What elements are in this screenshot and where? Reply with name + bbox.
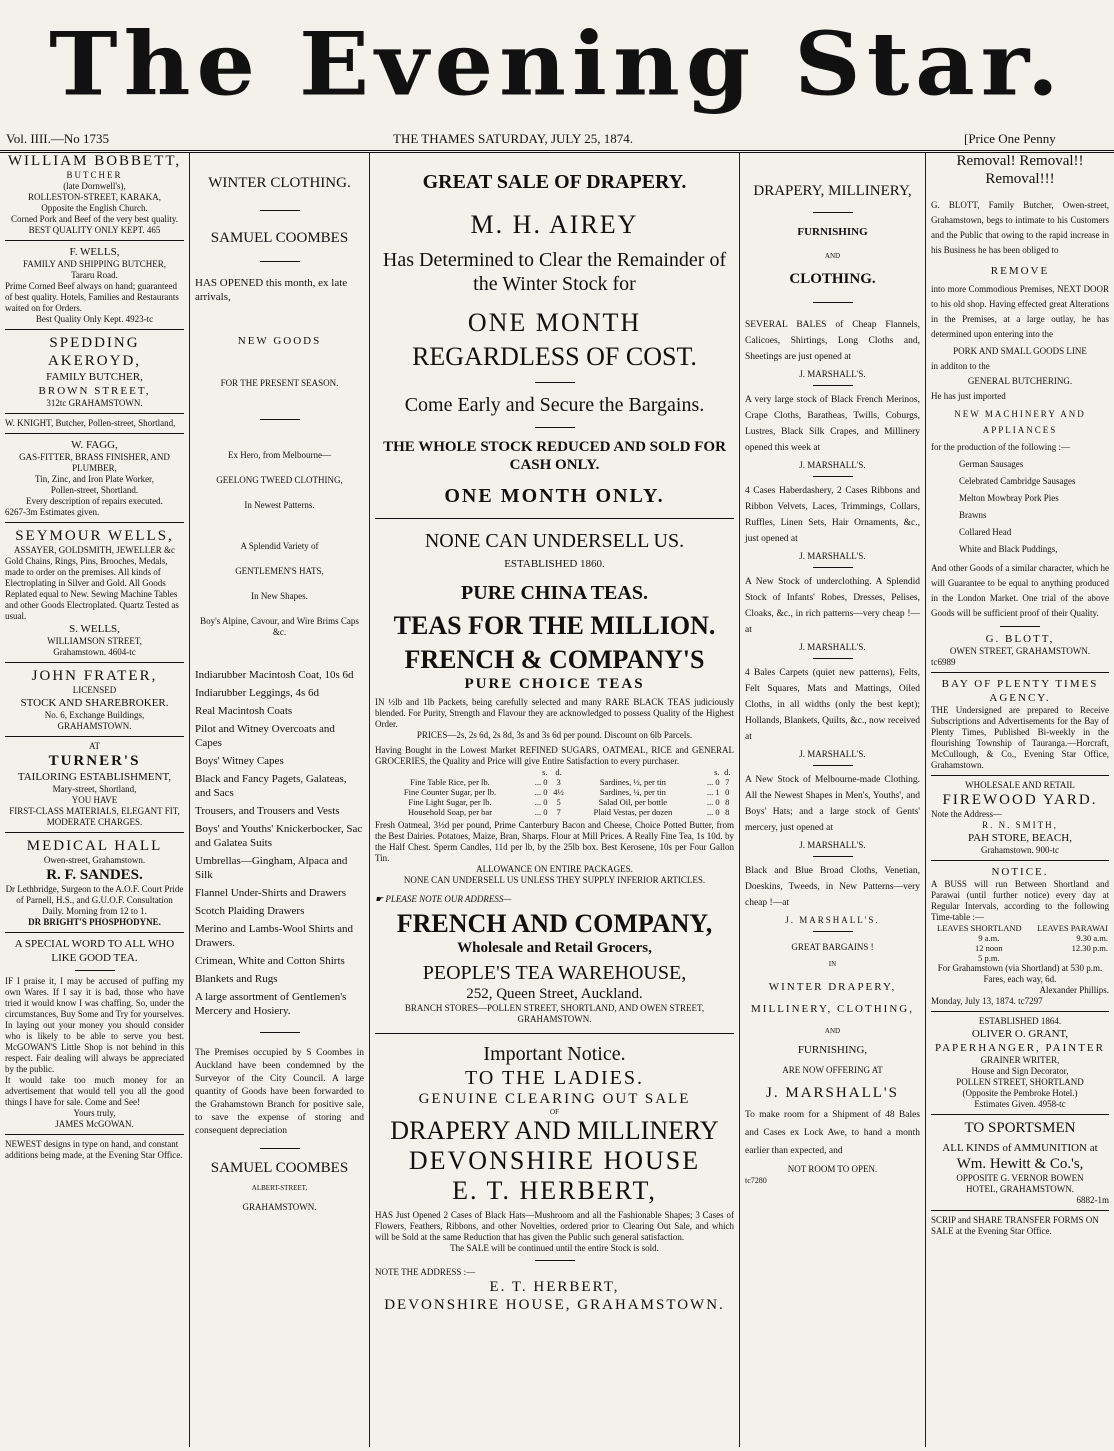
ad-text: Pollen-street, Shortland. — [50, 485, 139, 495]
timetable — [931, 923, 1109, 963]
ad-text: LICENSED — [72, 685, 117, 695]
ad-heading: W. FAGG, — [71, 439, 118, 451]
ad-heading: BAY OF PLENTY TIMES AGENCY. — [941, 678, 1099, 704]
ad-text: BRANCH STORES—POLLEN STREET, SHORTLAND, AND OWEN STREET, GRAHAMSTOWN. — [404, 1003, 705, 1024]
ad-text: PLEASE NOTE OUR ADDRESS— — [385, 894, 512, 904]
ad-heading: GREAT BARGAINS ! — [791, 942, 874, 952]
ad-text: Opposite the English Church. — [41, 203, 148, 213]
list-item: Collared Head — [959, 527, 1012, 537]
table-cell: 9.30 a.m. — [1076, 933, 1108, 943]
table-row — [931, 943, 1109, 953]
table-row — [375, 767, 734, 777]
ad-heading: GREAT SALE OF DRAPERY. — [422, 171, 687, 193]
ad-text: WILLIAMSON STREET, — [47, 636, 142, 646]
ad-text: 4 Cases Haberdashery, 2 Cases Ribbons and Ribbon Velvets, Laces, Trimmings, Collars, Ruffles, Linen Sets, Hair Ornaments, &c., just opened at — [745, 486, 920, 544]
ad-heading: FRENCH & COMPANY'S — [404, 645, 705, 674]
ad-text: To make room for a Shipment of 48 Bales and Cases ex Lock Awe, to hand a month earlier than expected, and — [745, 1110, 920, 1156]
ad-heading: Removal! Removal!! — [956, 153, 1084, 169]
dateline — [0, 128, 1114, 153]
ad-text: R. N. SMITH, — [982, 820, 1058, 830]
ad-text: NOTE THE ADDRESS :— — [375, 1267, 476, 1277]
ad-ref: 6882-1m — [1076, 1195, 1109, 1205]
ad-text: Gold Chains, Rings, Pins, Brooches, Medals, made to order on the premises. All kinds of Electroplating in Silver and Gold. All Goods Replated equal to New. Sewing Machine Tables and other Goods Electroplated. Quartz Tested as usual. — [5, 556, 179, 621]
ad-turner — [5, 741, 184, 828]
ad-heading: TURNER'S — [48, 753, 141, 769]
ad-text: HOTEL, GRAHAMSTOWN. — [965, 1184, 1075, 1194]
ad-ref: Grahamstown. 900-tc — [981, 845, 1059, 855]
ad-knight — [5, 418, 184, 429]
ad-grant — [931, 1016, 1109, 1110]
ad-text: GENUINE CLEARING OUT SALE — [418, 1091, 691, 1107]
table-cell: Salad Oil, per bottle — [598, 797, 668, 807]
price-table — [375, 767, 734, 817]
ad-heading: A SPECIAL WORD TO ALL WHO LIKE GOOD TEA. — [14, 938, 175, 964]
table-cell: LEAVES PARAWAI — [1037, 923, 1108, 933]
ad-text: IN ½lb and 1lb Packets, being carefully selected and many RARE BLACK TEAS judiciously blended. For Purity, Strength and Flavour they are acknowledged to possess Quality of the Highest Order. — [375, 697, 734, 729]
ad-bobbett — [5, 152, 184, 236]
list-item: Real Macintosh Coats — [195, 705, 293, 717]
ad-seymour-wells — [5, 527, 184, 658]
ad-text: J. MARSHALL'S. — [799, 642, 866, 652]
list-item: Boys' and Youths' Knickerbocker, Sac and Galatea Suits — [195, 823, 363, 849]
list-item: Crimean, White and Cotton Shirts — [195, 955, 345, 967]
ad-text: WHOLESALE AND RETAIL — [965, 780, 1075, 790]
ad-text: Tararu Road. — [71, 270, 118, 280]
ad-text: SCRIP and SHARE TRANSFER FORMS ON SALE at the Evening Star Office. — [931, 1215, 1099, 1236]
list-item: Pilot and Witney Overcoats and Capes — [195, 723, 335, 749]
ad-heading: DRAPERY AND MILLINERY — [390, 1116, 719, 1145]
ad-text: BROWN STREET, — [38, 385, 151, 397]
ad-heading: TO SPORTSMEN — [964, 1120, 1076, 1136]
ad-text: THE Undersigned are prepared to Receive Subscriptions and Advertisements for the Bay of Plenty Times, Published Bi-weekly in the flourishing Township of Tauranga.—Horcraft, McCullough, & Co., Evening Star Office, Grahamstown. — [931, 705, 1109, 770]
ad-text: Having Bought in the Lowest Market REFINED SUGARS, OATMEAL, RICE and GENERAL GROCERIES, the Quality and Price will give Entire Satisfaction to every purchaser. — [375, 745, 734, 766]
ad-text: Fresh Oatmeal, 3½d per pound, Prime Canterbury Bacon and Cheese, Choice Potted Butter, from the Best Dairies. Potatoes, Maize, Bran, Sharps. Flour at Mill Prices. A Really Fine Tea, 1s 10d. by the Half Chest. Sperm Candles, 11d per lb, by the 25lb box. Best Kerosene, 10s per Four Gallon Tin. — [375, 820, 734, 863]
ad-text: For Grahamstown (via Shortland) at 530 p.m. Fares, each way, 6d. — [937, 963, 1103, 984]
ad-heading: WILLIAM BOBBETT, — [7, 153, 182, 169]
ad-ref: tc7280 — [745, 1176, 767, 1185]
ad-text: GEELONG TWEED CLOTHING, — [216, 475, 343, 485]
table-cell: Fine Counter Sugar, per lb. — [403, 787, 497, 797]
ad-airey — [375, 170, 734, 508]
ad-text: In New Shapes. — [251, 591, 308, 601]
ad-heading: DRAPERY, MILLINERY, — [753, 183, 912, 199]
ad-heading: MEDICAL HALL — [26, 838, 163, 854]
ad-text: FAMILY AND SHIPPING BUTCHER, — [22, 259, 167, 269]
masthead-title: The Evening Star. — [49, 12, 1065, 116]
ad-text: PRICES—2s, 2s 6d, 2s 8d, 3s and 3s 6d per pound. Discount on 6lb Parcels. — [416, 730, 693, 740]
ad-heading: J. MARSHALL'S — [766, 1085, 899, 1101]
column-1 — [0, 152, 190, 1447]
table-cell: ... 0 — [706, 807, 720, 817]
ad-text: J. MARSHALL'S. — [785, 915, 880, 925]
ad-text: Mary-street, Shortland, — [52, 784, 137, 794]
ad-text: GENERAL BUTCHERING. — [967, 376, 1073, 386]
ad-text: GENTLEMEN'S HATS, — [235, 566, 324, 576]
ad-text: REMOVE — [990, 265, 1050, 277]
ad-text: It would take too much money for an advertisement that would tell you all the good things I have for sale. Come and See! — [5, 1075, 184, 1107]
ad-text: A Splendid Variety of — [240, 541, 319, 551]
table-cell: 4½ — [553, 787, 564, 797]
ad-text: IF I praise it, I may be accused of puffing my own Wares. If I say it is bad, those who have tried it would know I was chaffing. So, under the circumstances, Buy Some and Try for yourselves. — [5, 976, 184, 1019]
table-cell — [1028, 953, 1109, 963]
ad-text: W. KNIGHT, Butcher, Pollen-street, Shortland, — [5, 418, 176, 428]
ad-heading: TEAS FOR THE MILLION. — [393, 611, 716, 640]
ad-text: Corned Pork and Beef of the very best quality. — [10, 214, 179, 224]
ad-text: FIRST-CLASS MATERIALS, ELEGANT FIT, MODERATE CHARGES. — [9, 806, 180, 827]
ad-heading: M. H. AIREY — [470, 210, 639, 239]
ad-text: FURNISHING, — [797, 1044, 868, 1056]
ad-text: HAS OPENED this month, ex late arrivals, — [195, 277, 348, 303]
table-cell: ... 0 — [706, 777, 720, 787]
ad-text: POLLEN STREET, SHORTLAND — [956, 1077, 1084, 1087]
ad-heading: FRENCH AND COMPANY, — [396, 909, 713, 938]
ad-text: OPPOSITE G. VERNOR BOWEN — [956, 1173, 1084, 1183]
list-item: Trousers, and Trousers and Vests — [195, 805, 340, 817]
ad-text: AND — [824, 252, 841, 260]
ad-coombes — [195, 174, 364, 1213]
ad-text: A BUSS will run Between Shortland and Parawai (until further notice) every day at Regular Intervals, according to the following Time-table :— — [931, 879, 1109, 922]
table-cell: Fine Light Sugar, per lb. — [408, 797, 492, 807]
ad-heading: PURE CHINA TEAS. — [461, 582, 648, 604]
table-cell: Sardines, ½, per tin — [599, 777, 666, 787]
ad-text: AND — [824, 1027, 841, 1035]
ad-text: PAH STORE, BEACH, — [968, 832, 1072, 844]
list-item: Melton Mowbray Pork Pies — [959, 493, 1059, 503]
ad-text: AT — [89, 741, 100, 751]
ad-text: SEVERAL BALES of Cheap Flannels, Calicoes, Shirtings, Long Cloths and, Sheetings are just opened at — [745, 320, 920, 362]
table-cell: Plaid Vestas, per dozen — [593, 807, 673, 817]
ad-text: J. MARSHALL'S. — [799, 551, 866, 561]
ad-text: R. F. SANDES. — [46, 867, 143, 883]
table-cell: ... 0 — [534, 787, 548, 797]
ad-text: A very large stock of Black French Merinos, Crape Cloths, Baratheas, Twills, Coburgs, Lustres, Black Silk Crapes, and Millinery opened this week at — [745, 395, 920, 453]
ad-marshall — [745, 182, 920, 1186]
table-cell: ... 0 — [706, 797, 720, 807]
list-item: Black and Fancy Pagets, Galateas, and Sacs — [195, 773, 347, 799]
ad-ref: Best Quality Only Kept. 4923-tc — [35, 314, 154, 324]
table-cell: d. — [724, 767, 731, 777]
ad-heading: OLIVER O. GRANT, — [971, 1028, 1069, 1040]
ad-text: ALL KINDS of AMMUNITION at — [942, 1142, 1098, 1154]
price: [Price One Penny — [964, 131, 1056, 146]
table-row — [375, 797, 734, 807]
ad-text: The SALE will be continued until the entire Stock is sold. — [450, 1243, 659, 1253]
ad-heading: Important Notice. — [483, 1043, 626, 1065]
ad-heading: E. T. HERBERT, — [452, 1176, 657, 1205]
ad-text: 4 Bales Carpets (quiet new patterns), Felts, Felt Squares, Mats and Mattings, Oiled Cloths, in all widths (only the best kept); Hollands, Blankets, Quilts, &c., now received at — [745, 668, 920, 742]
ad-text: Alexander Phillips. — [1039, 985, 1109, 995]
ad-text: ALBERT-STREET, — [251, 1184, 308, 1192]
ad-text: ASSAYER, GOLDSMITH, JEWELLER &c — [14, 545, 175, 555]
ad-heading: REGARDLESS OF COST. — [412, 342, 697, 371]
ad-medical-hall — [5, 837, 184, 928]
table-cell: 12.30 p.m. — [1071, 943, 1108, 953]
table-row — [931, 953, 1109, 963]
ad-heading: ONE MONTH — [467, 308, 642, 337]
ad-notice-buss — [931, 865, 1109, 1007]
ad-text: WINTER DRAPERY, MILLINERY, CLOTHING, — [751, 981, 914, 1015]
ad-text: PAPERHANGER, PAINTER — [935, 1042, 1105, 1054]
table-row — [931, 933, 1109, 943]
table-cell: s. — [714, 767, 720, 777]
ad-text: STOCK AND SHAREBROKER. — [20, 697, 169, 709]
ad-heading: Removal!!! — [985, 171, 1055, 187]
ad-heading: WINTER CLOTHING. — [208, 175, 351, 191]
ad-text: J. MARSHALL'S. — [799, 369, 866, 379]
ad-ref: BEST QUALITY ONLY KEPT. 465 — [28, 225, 161, 235]
ad-heading: SAMUEL COOMBES — [210, 230, 349, 246]
volume-number: Vol. IIII.—No 1735 — [6, 131, 110, 146]
ad-ref: Estimates Given. 4958-tc — [974, 1099, 1066, 1109]
ad-wells — [5, 245, 184, 325]
ad-ref: 312tc — [46, 398, 67, 408]
ad-text: And other Goods of a similar character, which he will Guarantee to be equal to anything produced in the London Market. One trial of the above Goods will be sufficient proof of their Quality. — [931, 563, 1109, 618]
ad-text: A New Stock of Melbourne-made Clothing. All the Newest Shapes in Men's, Youths', and Boys' Hats; and a large stock of Gents' mercery, just opened at — [745, 775, 920, 833]
table-cell: ... 0 — [534, 797, 548, 807]
ad-akeroyd — [5, 334, 184, 409]
ad-ref: Monday, July 13, 1874. tc7297 — [931, 996, 1043, 1006]
list-item: Brawns — [959, 510, 987, 520]
ad-text: ROLLESTON-STREET, KARAKA, — [28, 192, 161, 202]
please-note — [375, 894, 734, 905]
ad-text: E. T. HERBERT, — [489, 1279, 620, 1295]
table-cell: s. — [542, 767, 548, 777]
ad-heading: CLOTHING. — [789, 271, 876, 287]
ad-text: Black and Blue Broad Cloths, Venetian, Doeskins, Tweeds, in New Patterns—very cheap !—at — [745, 866, 920, 908]
ad-text: S. WELLS, — [69, 623, 120, 635]
column-3 — [370, 152, 740, 1447]
ad-bay-of-plenty — [931, 677, 1109, 771]
ad-firewood — [931, 780, 1109, 856]
ad-text: No. 6, Exchange Buildings, — [44, 710, 145, 720]
column-5 — [926, 152, 1114, 1447]
ad-text: TAILORING ESTABLISHMENT, — [17, 771, 172, 783]
ad-designs — [5, 1139, 184, 1161]
ad-text: Owen-street, Grahamstown. — [43, 855, 146, 865]
ad-heading: ONE MONTH ONLY. — [444, 485, 665, 507]
ad-french-co — [375, 529, 734, 1025]
ad-hewitt — [931, 1119, 1109, 1206]
table-row — [375, 777, 734, 787]
clothing-list — [195, 668, 364, 1018]
list-item: White and Black Puddings, — [959, 544, 1058, 554]
list-item: Indiarubber Macintosh Coat, 10s 6d — [195, 669, 354, 681]
masthead — [0, 0, 1114, 128]
ad-ref: tc6989 — [931, 657, 956, 667]
ad-text: for the production of the following :— — [931, 442, 1070, 452]
ad-text: in additon to the — [931, 361, 990, 371]
table-row — [375, 807, 734, 817]
ad-text: GRAINER WRITER, — [980, 1055, 1060, 1065]
ad-heading: F. WELLS, — [69, 246, 120, 258]
table-cell: 7 — [725, 777, 730, 787]
ad-text: G. BLOTT, Family Butcher, Owen-street, Grahamstown, begs to intimate to his Customers and the Public that owing to the rapid increase in his Business he has been obliged to — [931, 200, 1109, 255]
place-date: THE THAMES SATURDAY, JULY 25, 1874. — [393, 131, 633, 146]
ad-text: DEVONSHIRE HOUSE, GRAHAMSTOWN. — [384, 1297, 725, 1313]
ad-heading: NOTICE. — [991, 866, 1049, 878]
ad-heading: SEYMOUR WELLS, — [15, 528, 174, 544]
ad-text: Dr Lethbridge, Surgeon to the A.O.F. Court Pride of Parnell, H.S., and G.U.O.F. Consultation Daily. Morning from 12 to 1. — [5, 884, 184, 916]
table-cell: 8 — [725, 797, 730, 807]
ad-heading: SPEDDING AKEROYD, — [47, 335, 142, 369]
ad-text: OWEN STREET, GRAHAMSTOWN. — [949, 646, 1091, 656]
ad-text: House and Sign Decorator, — [971, 1066, 1069, 1076]
table-cell: 7 — [556, 807, 561, 817]
ad-text: GRAHAMSTOWN. — [242, 1202, 317, 1212]
ad-text: DR BRIGHT'S PHOSPHODYNE. — [28, 917, 161, 927]
table-cell: LEAVES SHORTLAND — [937, 923, 1022, 933]
ad-text: In Newest Patterns. — [244, 500, 315, 510]
table-cell: 9 a.m. — [978, 933, 1000, 943]
ad-text: Every description of repairs executed. — [26, 496, 163, 506]
list-item: Indiarubber Leggings, 4s 6d — [195, 687, 320, 699]
ad-text: FAMILY BUTCHER, — [46, 371, 143, 383]
ad-text: NEWEST designs in type on hand, and constant additions being made, at the Evening Star Office. — [5, 1139, 183, 1160]
ad-frater — [5, 667, 184, 732]
ad-heading: DEVONSHIRE HOUSE — [408, 1146, 701, 1175]
ad-text: ARE NOW OFFERING AT — [782, 1065, 883, 1075]
table-cell: 12 noon — [975, 943, 1003, 953]
ad-text: J. MARSHALL'S. — [799, 749, 866, 759]
ad-herbert — [375, 1042, 734, 1314]
list-item: Umbrellas—Gingham, Alpaca and Silk — [195, 855, 348, 881]
ad-heading: PEOPLE'S TEA WAREHOUSE, — [422, 962, 687, 984]
ad-fagg — [5, 438, 184, 518]
ad-text: GAS-FITTER, BRASS FINISHER, AND PLUMBER, — [19, 452, 170, 473]
table-cell: 5 p.m. — [978, 953, 1000, 963]
ad-mcgowan — [5, 937, 184, 1130]
ad-text: OF — [550, 1108, 559, 1116]
ad-text: SAMUEL COOMBES — [210, 1160, 349, 1176]
ad-scrip — [931, 1215, 1109, 1237]
ad-text: The Premises occupied by S Coombes in Auckland have been condemned by the Surveyor of the City Council. A large quantity of Goods have been forwarded to the Grahamstown Branch for positive sale, to save the expense of storing and consequent depreciation — [195, 1048, 364, 1136]
ad-text: Tin, Zinc, and Iron Plate Worker, — [35, 474, 154, 484]
ad-text: ESTABLISHED 1860. — [504, 558, 605, 570]
ad-text: 252, Queen Street, Auckland. — [466, 986, 643, 1002]
ad-heading: Wm. Hewitt & Co.'s, — [956, 1156, 1084, 1172]
column-2 — [190, 152, 370, 1447]
table-cell: Household Soap, per bar — [407, 807, 493, 817]
ad-text: Wholesale and Retail Grocers, — [457, 940, 652, 956]
table-cell: Fine Table Rice, per lb. — [410, 777, 490, 787]
ad-text: A New Stock of underclothing. A Splendid Stock of Infants' Robes, Dresses, Pelises, Cloaks, &c., in rich patterns—very cheap !—at — [745, 577, 920, 635]
ad-text: ESTABLISHED 1864. — [978, 1016, 1062, 1026]
ad-text: IN — [828, 960, 837, 968]
table-row — [931, 923, 1109, 933]
ad-text: He has just imported — [931, 391, 1006, 401]
list-item: Flannel Under-Shirts and Drawers — [195, 887, 346, 899]
ad-heading: FIREWOOD YARD. — [942, 792, 1098, 808]
ad-text: NONE CAN UNDERSELL US UNLESS THEY SUPPLY INFERIOR ARTICLES. — [403, 875, 706, 885]
ad-heading: JOHN FRATER, — [31, 668, 158, 684]
ad-text: BUTCHER — [66, 170, 123, 180]
ad-text: Come Early and Secure the Bargains. — [404, 394, 705, 416]
ad-text: Has Determined to Clear the Remainder of the Winter Stock for — [382, 249, 727, 295]
ad-heading: FURNISHING — [797, 226, 868, 238]
pointing-hand-icon: ☛ — [375, 894, 386, 904]
ad-text: (late Dornwell's), — [63, 181, 126, 191]
ad-text: J. MARSHALL'S. — [799, 460, 866, 470]
ad-text: NOT ROOM TO OPEN. — [787, 1164, 878, 1174]
ad-text: J. MARSHALL'S. — [799, 840, 866, 850]
ad-text: YOU HAVE — [71, 795, 118, 805]
table-cell: 3 — [556, 777, 561, 787]
ad-text: Ex Hero, from Melbourne— — [228, 450, 331, 460]
ad-blott — [931, 152, 1109, 668]
ad-text: GRAHAMSTOWN. — [57, 721, 132, 731]
goods-list — [931, 459, 1109, 555]
table-row — [375, 787, 734, 797]
ad-text: Prime Corned Beef always on hand; guaranteed of best quality. Hotels, Families and Restaurants waited on for Orders. — [5, 281, 179, 313]
table-cell: 8 — [725, 807, 730, 817]
ad-text: into more Commodious Premises, NEXT DOOR to his old shop. Having effected great Alterations in the Premises, at a large outlay, he has determined upon entering into the — [931, 284, 1109, 339]
ad-text: G. BLOTT, — [985, 633, 1055, 645]
table-cell: Sardines, ¼, per tin — [599, 787, 666, 797]
ad-text: In laying out your money you should consider who is likely to be able to serve you best. McGOWAN'S Little Shop is not behind in this respect. Fair dealing will always be appreciated by the public. — [5, 1020, 184, 1074]
ad-text: NEW MACHINERY AND APPLIANCES — [954, 409, 1086, 435]
list-item: Merino and Lambs-Wool Shirts and Drawers. — [195, 923, 353, 949]
ad-heading: PURE CHOICE TEAS — [464, 676, 645, 692]
table-cell: ... 0 — [534, 807, 548, 817]
ad-heading: NONE CAN UNDERSELL US. — [424, 530, 685, 552]
ad-text: Boy's Alpine, Cavour, and Wire Brims Caps &c. — [200, 616, 359, 637]
ad-text: GRAHAMSTOWN. — [68, 398, 143, 408]
table-cell: 0 — [725, 787, 730, 797]
list-item: Scotch Plaiding Drawers — [195, 905, 305, 917]
table-cell: ... 1 — [706, 787, 720, 797]
ad-text: (Opposite the Pembroke Hotel.) — [962, 1088, 1078, 1098]
ad-ref: Grahamstown. 4604-tc — [53, 647, 136, 657]
list-item: A large assortment of Gentlemen's Mercery and Hosiery. — [195, 991, 347, 1017]
ad-text: ALLOWANCE ON ENTIRE PACKAGES. — [476, 864, 633, 874]
ad-text: THE WHOLE STOCK REDUCED AND SOLD FOR CASH ONLY. — [383, 439, 726, 473]
ad-text: PORK AND SMALL GOODS LINE — [953, 346, 1087, 356]
list-item: Blankets and Rugs — [195, 973, 278, 985]
ad-text: HAS Just Opened 2 Cases of Black Hats—Mushroom and all the Fashionable Shapes; 3 Cases of Flowers, Feathers, Ribbons, and other Novelties, ordered prior to Clearing Out Sale, and which will be Sold at the same Reduction that has given the Public such general satisfaction. — [375, 1210, 734, 1242]
ad-ref: 6267-3m Estimates given. — [5, 507, 100, 517]
ad-text: Note the Address— — [931, 809, 1002, 819]
ad-text: NEW GOODS — [237, 335, 322, 347]
table-cell: 5 — [556, 797, 561, 807]
list-item: Celebrated Cambridge Sausages — [959, 476, 1076, 486]
ad-text: Yours truly, — [73, 1108, 116, 1118]
ad-text: JAMES McGOWAN. — [55, 1119, 134, 1129]
ad-text: FOR THE PRESENT SEASON. — [220, 378, 339, 388]
ad-heading: TO THE LADIES. — [465, 1067, 644, 1089]
list-item: German Sausages — [959, 459, 1024, 469]
column-4 — [740, 152, 926, 1447]
list-item: Boys' Witney Capes — [195, 755, 284, 767]
table-cell: ... 0 — [534, 777, 548, 787]
table-cell: d. — [555, 767, 562, 777]
